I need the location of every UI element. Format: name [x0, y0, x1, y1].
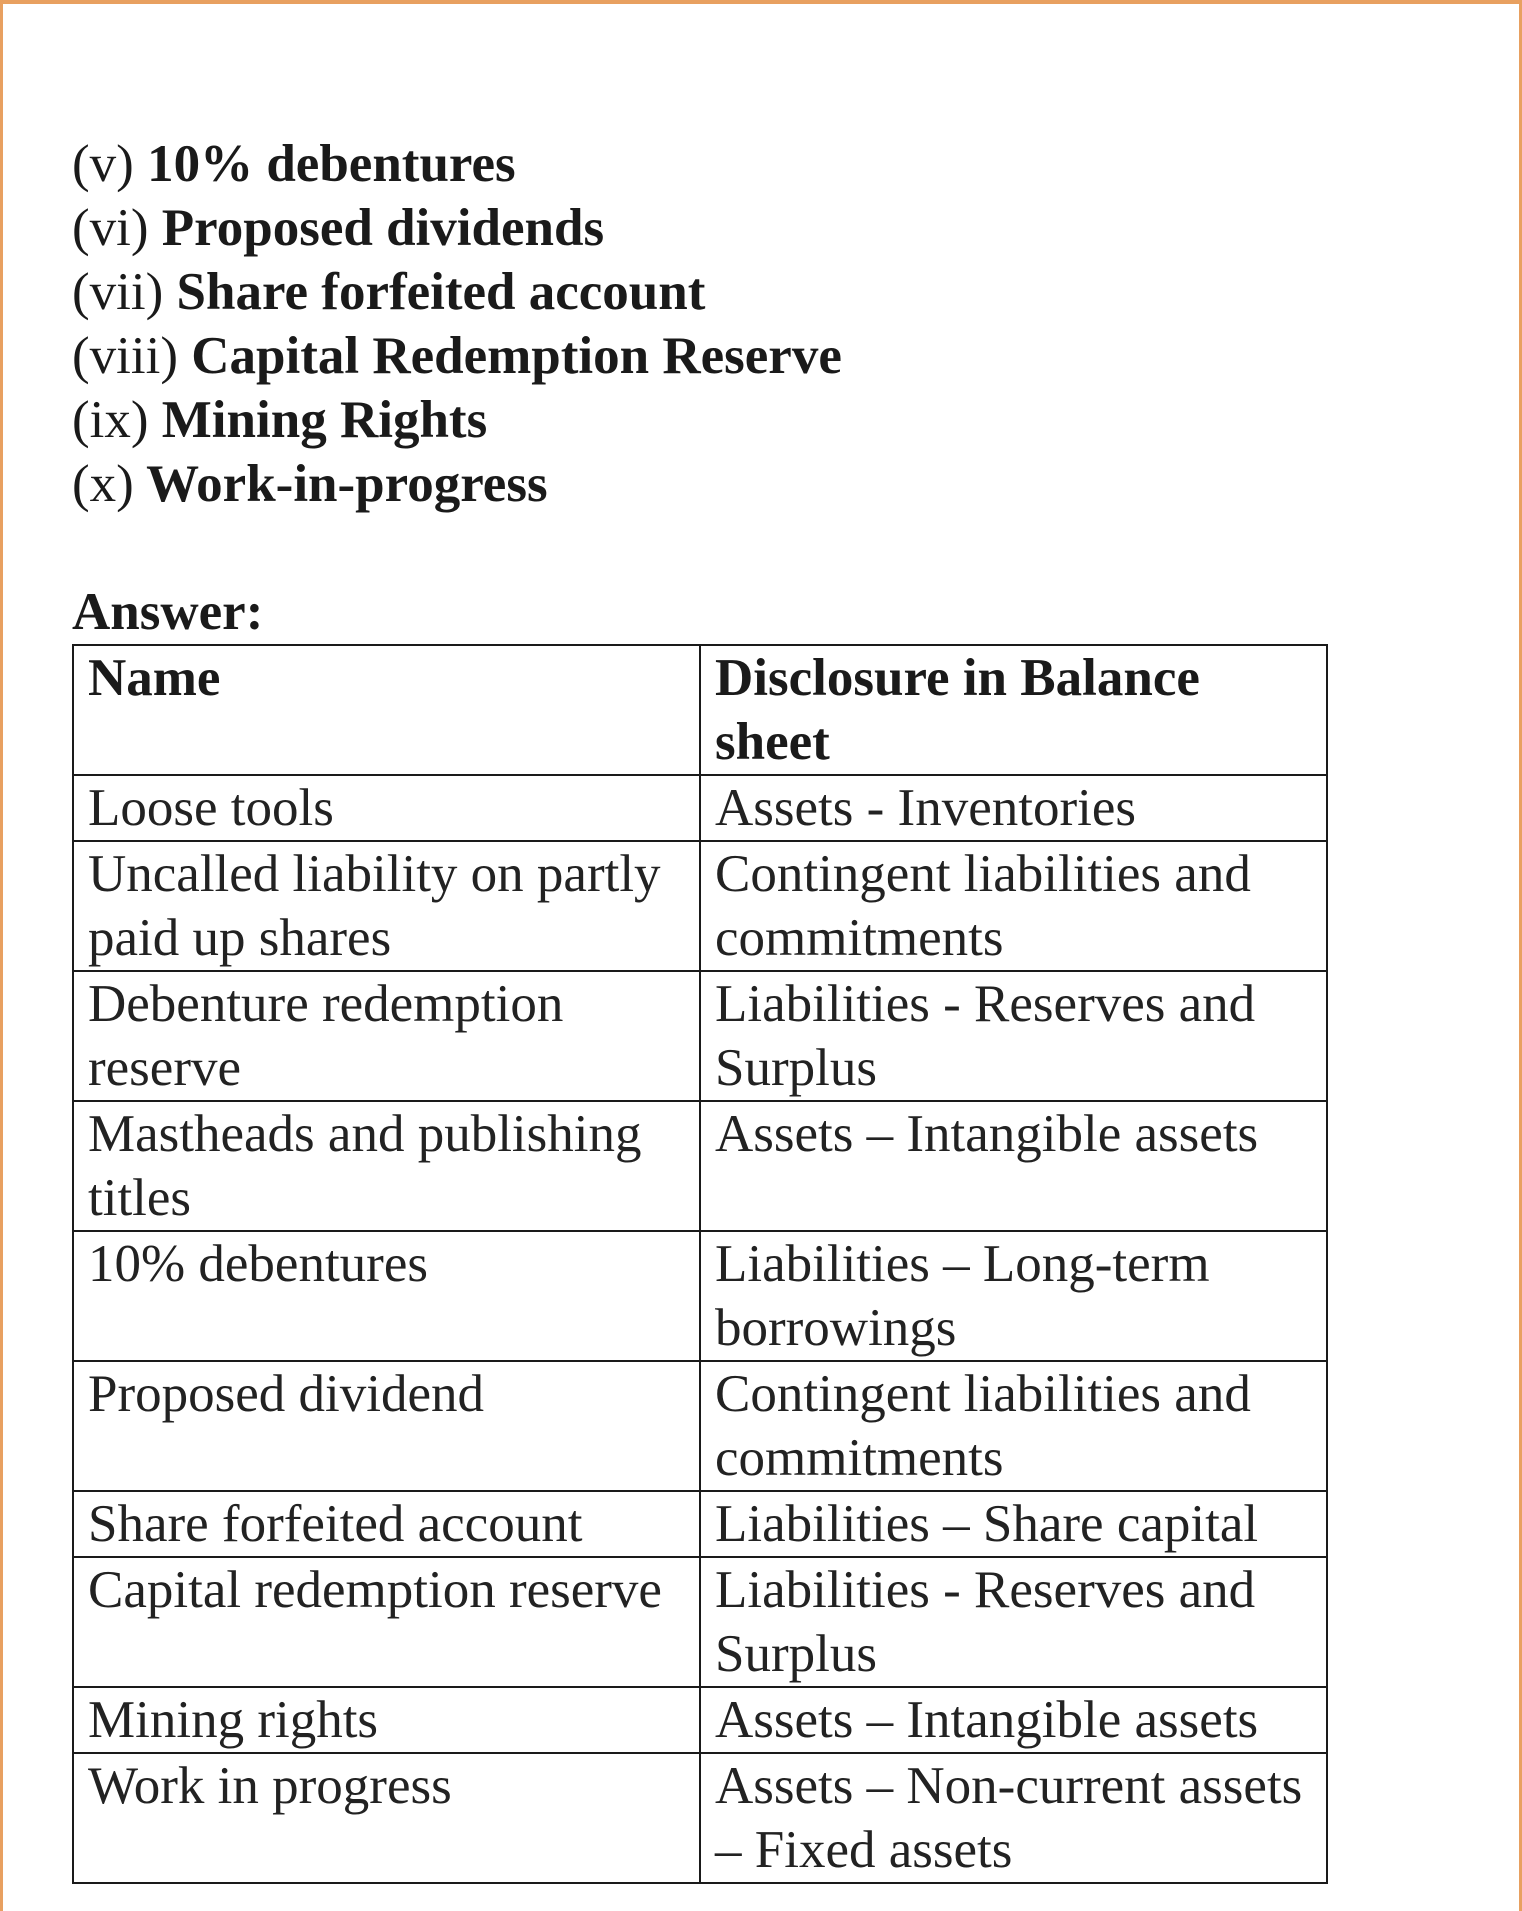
column-header-name: Name	[73, 645, 700, 775]
question-item	[72, 324, 842, 388]
answer-label: Answer:	[72, 583, 264, 641]
cell-name: Mining rights	[73, 1687, 700, 1753]
question-text: Proposed dividends	[161, 199, 605, 257]
question-item	[72, 196, 842, 260]
question-text: 10% debentures	[147, 135, 516, 193]
table-row	[73, 1753, 1327, 1883]
question-text: Work-in-progress	[146, 455, 548, 513]
cell-name: Uncalled liability on partly paid up shares	[73, 841, 700, 971]
question-number: (viii)	[72, 327, 178, 385]
cell-name: Loose tools	[73, 775, 700, 841]
question-text: Capital Redemption Reserve	[191, 327, 842, 385]
cell-name: Mastheads and publishing titles	[73, 1101, 700, 1231]
table-row	[73, 1361, 1327, 1491]
cell-disclosure: Contingent liabilities and commitments	[700, 1361, 1327, 1491]
cell-disclosure: Liabilities - Reserves and Surplus	[700, 1557, 1327, 1687]
cell-name: Capital redemption reserve	[73, 1557, 700, 1687]
cell-disclosure: Assets – Non-current assets – Fixed assets	[700, 1753, 1327, 1883]
cell-disclosure: Liabilities – Share capital	[700, 1491, 1327, 1557]
question-item	[72, 132, 842, 196]
cell-disclosure: Assets - Inventories	[700, 775, 1327, 841]
table-row	[73, 1491, 1327, 1557]
question-item	[72, 388, 842, 452]
question-text: Share forfeited account	[176, 263, 706, 321]
table-row	[73, 775, 1327, 841]
column-header-disclosure: Disclosure in Balance sheet	[700, 645, 1327, 775]
cell-disclosure: Liabilities - Reserves and Surplus	[700, 971, 1327, 1101]
question-number: (vii)	[72, 263, 164, 321]
table-row	[73, 1101, 1327, 1231]
table-row	[73, 1231, 1327, 1361]
question-item	[72, 260, 842, 324]
cell-name: 10% debentures	[73, 1231, 700, 1361]
table-header-row	[73, 645, 1327, 775]
cell-disclosure: Contingent liabilities and commitments	[700, 841, 1327, 971]
cell-name: Proposed dividend	[73, 1361, 700, 1491]
table-row	[73, 1687, 1327, 1753]
cell-name: Work in progress	[73, 1753, 700, 1883]
answer-table	[72, 644, 1328, 1884]
table-row	[73, 841, 1327, 971]
question-item	[72, 452, 842, 516]
table-row	[73, 1557, 1327, 1687]
question-number: (x)	[72, 455, 134, 513]
cell-name: Debenture redemption reserve	[73, 971, 700, 1101]
question-list	[72, 132, 842, 516]
question-number: (ix)	[72, 391, 149, 449]
table-row	[73, 971, 1327, 1101]
question-text: Mining Rights	[161, 391, 488, 449]
cell-name: Share forfeited account	[73, 1491, 700, 1557]
question-number: (vi)	[72, 199, 149, 257]
cell-disclosure: Assets – Intangible assets	[700, 1687, 1327, 1753]
cell-disclosure: Assets – Intangible assets	[700, 1101, 1327, 1231]
cell-disclosure: Liabilities – Long-term borrowings	[700, 1231, 1327, 1361]
question-number: (v)	[72, 135, 134, 193]
